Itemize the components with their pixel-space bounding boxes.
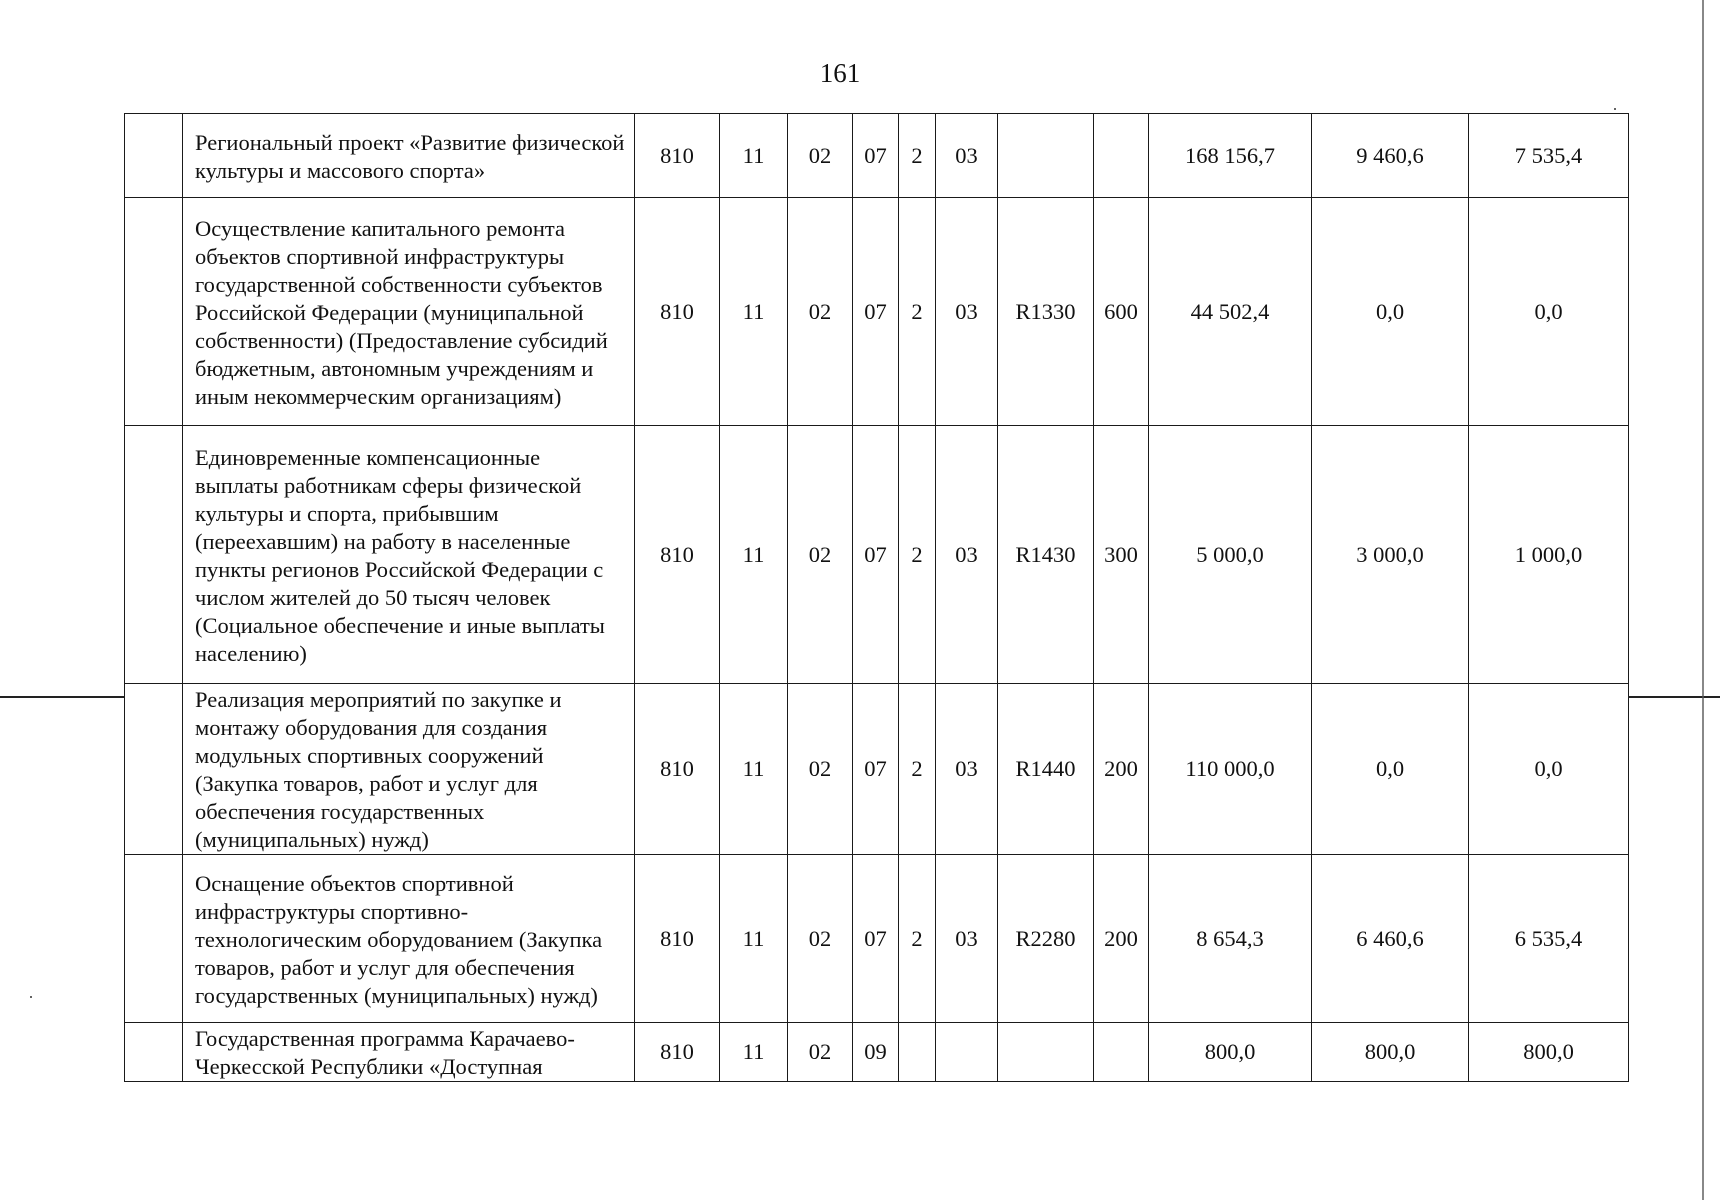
amount-year-1: 168 156,7 <box>1149 114 1312 198</box>
amount-year-1: 8 654,3 <box>1149 855 1312 1023</box>
code-subsection: 02 <box>788 114 853 198</box>
code-direction <box>998 114 1094 198</box>
code-program: 07 <box>853 198 899 426</box>
code-subprogram: 2 <box>899 426 936 684</box>
scan-speck <box>30 996 32 998</box>
code-ministry: 810 <box>635 855 720 1023</box>
amount-year-3: 800,0 <box>1469 1023 1629 1082</box>
left-margin-line <box>0 696 124 698</box>
amount-year-3: 6 535,4 <box>1469 855 1629 1023</box>
code-expense-type: 600 <box>1094 198 1149 426</box>
row-name: Оснащение объектов спортивной инфраструктуры спортивно-технологическим оборудованием (Закупка товаров, работ и услуг для обеспечения государственных (муниципальных) нужд) <box>183 855 635 1023</box>
code-subprogram: 2 <box>899 198 936 426</box>
amount-year-3: 0,0 <box>1469 198 1629 426</box>
amount-year-2: 9 460,6 <box>1312 114 1469 198</box>
code-expense-type: 300 <box>1094 426 1149 684</box>
code-direction: R1430 <box>998 426 1094 684</box>
code-activity <box>936 1023 998 1082</box>
code-subprogram: 2 <box>899 114 936 198</box>
amount-year-1: 5 000,0 <box>1149 426 1312 684</box>
amount-year-3: 7 535,4 <box>1469 114 1629 198</box>
code-subprogram: 2 <box>899 684 936 855</box>
code-expense-type: 200 <box>1094 855 1149 1023</box>
code-program: 07 <box>853 114 899 198</box>
code-subsection: 02 <box>788 855 853 1023</box>
code-ministry: 810 <box>635 426 720 684</box>
code-program: 07 <box>853 855 899 1023</box>
row-name: Государственная программа Карачаево-Черкесской Республики «Доступная <box>183 1023 635 1082</box>
row-index-cell <box>125 198 183 426</box>
table-row <box>125 426 1629 684</box>
code-section: 11 <box>720 855 788 1023</box>
table-row <box>125 1023 1629 1082</box>
scan-edge-line <box>1702 0 1704 1200</box>
amount-year-3: 0,0 <box>1469 684 1629 855</box>
row-name: Региональный проект «Развитие физической культуры и массового спорта» <box>183 114 635 198</box>
code-expense-type <box>1094 114 1149 198</box>
row-index-cell <box>125 684 183 855</box>
code-activity: 03 <box>936 855 998 1023</box>
code-program: 07 <box>853 426 899 684</box>
amount-year-1: 110 000,0 <box>1149 684 1312 855</box>
code-section: 11 <box>720 114 788 198</box>
code-subsection: 02 <box>788 426 853 684</box>
row-index-cell <box>125 1023 183 1082</box>
right-margin-line <box>1628 696 1720 698</box>
code-activity: 03 <box>936 114 998 198</box>
table-row <box>125 198 1629 426</box>
code-section: 11 <box>720 198 788 426</box>
row-name: Реализация мероприятий по закупке и монтажу оборудования для создания модульных спортивных сооружений (Закупка товаров, работ и услуг для обеспечения государственных (муниципальных) нужд) <box>183 684 635 855</box>
code-section: 11 <box>720 684 788 855</box>
code-subsection: 02 <box>788 684 853 855</box>
code-ministry: 810 <box>635 198 720 426</box>
page-number-text: 161 <box>819 58 861 88</box>
code-ministry: 810 <box>635 114 720 198</box>
table-row <box>125 684 1629 855</box>
code-expense-type: 200 <box>1094 684 1149 855</box>
amount-year-2: 0,0 <box>1312 198 1469 426</box>
amount-year-2: 0,0 <box>1312 684 1469 855</box>
code-section: 11 <box>720 426 788 684</box>
code-subprogram: 2 <box>899 855 936 1023</box>
scan-speck <box>1614 108 1616 110</box>
amount-year-2: 3 000,0 <box>1312 426 1469 684</box>
code-section: 11 <box>720 1023 788 1082</box>
code-direction <box>998 1023 1094 1082</box>
code-direction: R1330 <box>998 198 1094 426</box>
amount-year-1: 800,0 <box>1149 1023 1312 1082</box>
code-program: 09 <box>853 1023 899 1082</box>
table-row <box>125 114 1629 198</box>
row-index-cell <box>125 114 183 198</box>
code-direction: R1440 <box>998 684 1094 855</box>
code-direction: R2280 <box>998 855 1094 1023</box>
row-index-cell <box>125 426 183 684</box>
amount-year-2: 800,0 <box>1312 1023 1469 1082</box>
code-subsection: 02 <box>788 198 853 426</box>
page-number <box>0 58 1720 89</box>
row-name: Единовременные компенсационные выплаты работникам сферы физической культуры и спорта, прибывшим (переехавшим) на работу в населенные пункты регионов Российской Федерации с числом жителей до 50 тысяч человек (Социальное обеспечение и иные выплаты населению) <box>183 426 635 684</box>
code-activity: 03 <box>936 198 998 426</box>
table-row <box>125 855 1629 1023</box>
code-subsection: 02 <box>788 1023 853 1082</box>
code-subprogram <box>899 1023 936 1082</box>
amount-year-1: 44 502,4 <box>1149 198 1312 426</box>
code-ministry: 810 <box>635 1023 720 1082</box>
budget-table <box>124 113 1629 1082</box>
amount-year-2: 6 460,6 <box>1312 855 1469 1023</box>
code-program: 07 <box>853 684 899 855</box>
code-ministry: 810 <box>635 684 720 855</box>
code-expense-type <box>1094 1023 1149 1082</box>
code-activity: 03 <box>936 426 998 684</box>
row-name: Осуществление капитального ремонта объектов спортивной инфраструктуры государственной собственности субъектов Российской Федерации (муниципальной собственности) (Предоставление субсидий бюджетным, автономным учреждениям и иным некоммерческим организациям) <box>183 198 635 426</box>
code-activity: 03 <box>936 684 998 855</box>
row-index-cell <box>125 855 183 1023</box>
amount-year-3: 1 000,0 <box>1469 426 1629 684</box>
